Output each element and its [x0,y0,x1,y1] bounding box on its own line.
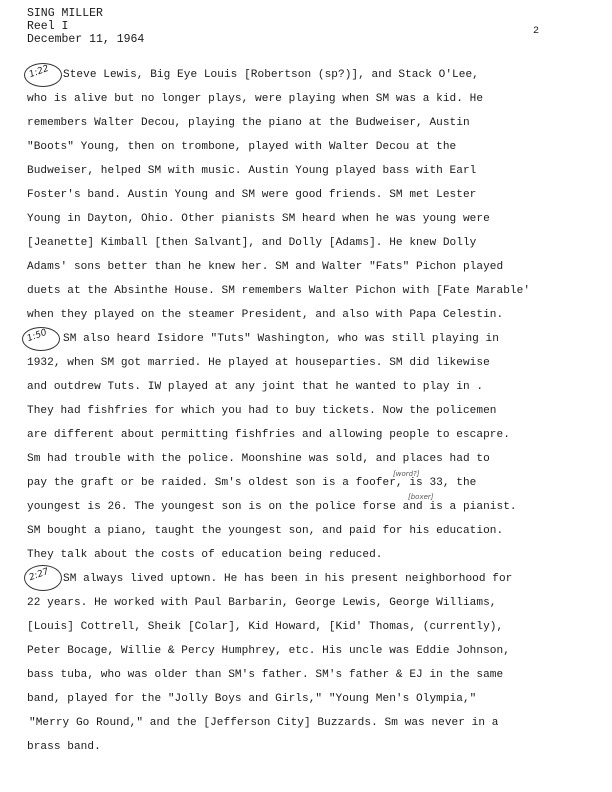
body-line-17: Sm had trouble with the police. Moonshine was sold, and places had to [27,453,490,465]
body-line-1: Steve Lewis, Big Eye Louis [Robertson (sp?)], and Stack O'Lee, [63,69,479,81]
body-line-19: youngest is 26. The youngest son is on the police forse and is a pianist. [27,501,517,513]
body-line-3: remembers Walter Decou, playing the piano at the Budweiser, Austin [27,117,470,129]
body-line-27: band, played for the "Jolly Boys and Girls," "Young Men's Olympia," [27,693,477,705]
body-line-12: SM also heard Isidore "Tuts" Washington, who was still playing in [63,333,499,345]
body-line-8: [Jeanette] Kimball [then Salvant], and Dolly [Adams]. He knew Dolly [27,237,477,249]
body-line-2: who is alive but no longer plays, were playing when SM was a kid. He [27,93,484,105]
time-annotation-2: 1:50 [25,327,49,345]
body-line-4: "Boots" Young, then on trombone, played with Walter Decou at the [27,141,457,153]
body-line-13: 1932, when SM got married. He played at houseparties. SM did likewise [27,357,490,369]
body-line-11: when they played on the steamer President, and also with Papa Celestin. [27,309,504,321]
body-line-20: SM bought a piano, taught the youngest son, and paid for his education. [27,525,504,537]
body-line-29: brass band. [27,741,101,753]
body-line-26: bass tuba, who was older than SM's father. SM's father & EJ in the same [27,669,504,681]
body-line-21: They talk about the costs of education being reduced. [27,549,383,561]
margin-note-2: [boxer] [408,493,434,501]
body-line-7: Young in Dayton, Ohio. Other pianists SM heard when he was young were [27,213,490,225]
body-line-24: [Louis] Cottrell, Sheik [Colar], Kid Howard, [Kid' Thomas, (currently), [27,621,504,633]
body-line-14: and outdrew Tuts. IW played at any joint that he wanted to play in . [27,381,484,393]
header-name: SING MILLER [27,7,103,20]
body-line-22: SM always lived uptown. He has been in his present neighborhood for [63,573,513,585]
time-annotation-3: 2:27 [27,566,51,584]
page-number: 2 [533,26,540,37]
margin-note-1: [word?] [393,470,420,478]
time-annotation-1: 1:22 [27,63,51,81]
header-date: December 11, 1964 [27,33,145,46]
body-line-6: Foster's band. Austin Young and SM were good friends. SM met Lester [27,189,477,201]
body-line-9: Adams' sons better than he knew her. SM and Walter "Fats" Pichon played [27,261,504,273]
body-line-15: They had fishfries for which you had to buy tickets. Now the policemen [27,405,497,417]
body-line-5: Budweiser, helped SM with music. Austin Young played bass with Earl [27,165,477,177]
body-line-18: pay the graft or be raided. Sm's oldest son is a foofer, is 33, the [27,477,477,489]
body-line-23: 22 years. He worked with Paul Barbarin, George Lewis, George Williams, [27,597,497,609]
body-line-10: duets at the Absinthe House. SM remembers Walter Pichon with [Fate Marable' [27,285,531,297]
header-reel: Reel I [27,20,69,33]
body-line-16: are different about permitting fishfries and allowing people to escapre. [27,429,510,441]
body-line-25: Peter Bocage, Willie & Percy Humphrey, etc. His uncle was Eddie Johnson, [27,645,510,657]
body-line-28: "Merry Go Round," and the [Jefferson City] Buzzards. Sm was never in a [29,717,499,729]
